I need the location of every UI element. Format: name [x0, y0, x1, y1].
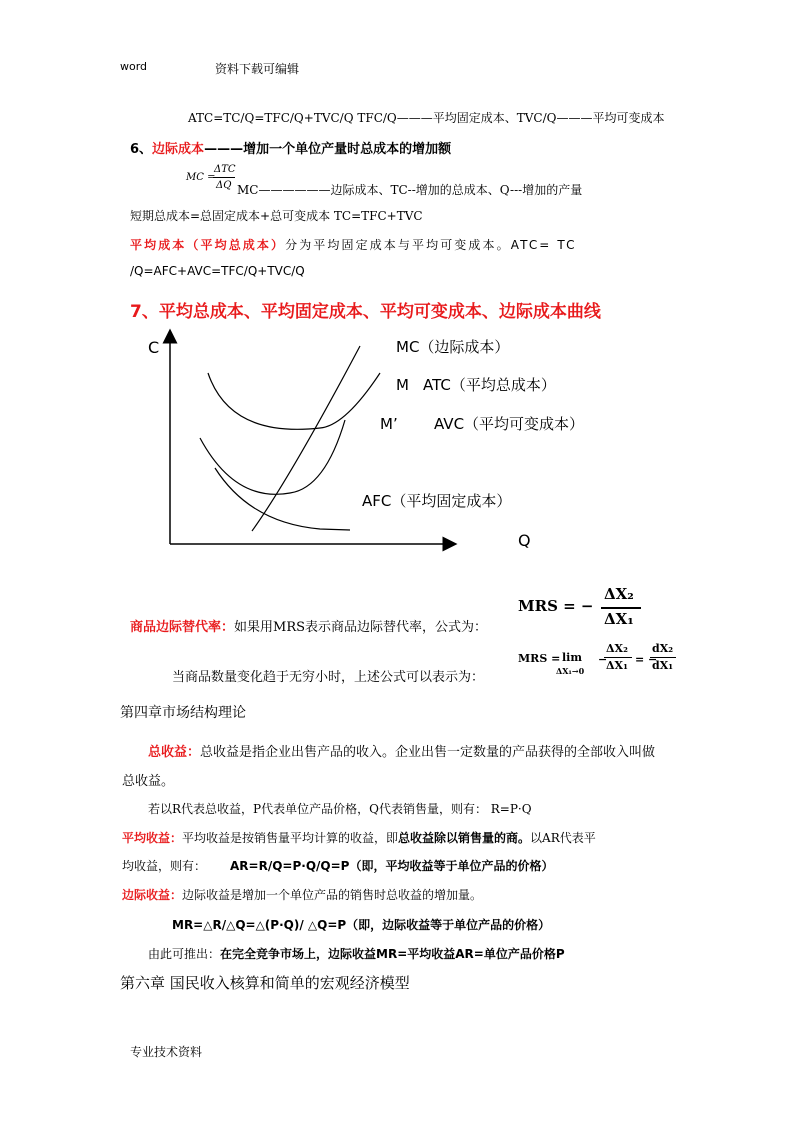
mrs-term: 商品边际替代率：	[130, 620, 235, 635]
mprime-label: M’	[380, 415, 398, 433]
avg-revenue-tail: 以AR代表平	[530, 831, 596, 845]
mrs-f1-lhs: MRS = −	[518, 597, 594, 615]
y-axis-label: C	[148, 338, 160, 357]
footer-text: 专业技术资料	[130, 1045, 203, 1059]
short-run-cost: 短期总成本=总固定成本+总可变成本 TC=TFC+TVC	[130, 209, 423, 223]
mrs-f2-n1: ΔX₂	[606, 642, 628, 655]
total-revenue-line2: 总收益。	[122, 774, 175, 789]
marg-revenue-term: 边际收益：	[122, 888, 183, 902]
mrs-f2-d1: ΔX₁	[606, 659, 628, 672]
marg-revenue-line	[122, 886, 482, 903]
mc-definition: MC——————边际成本、TC--增加的总成本、Q---增加的产量	[237, 183, 583, 197]
tr-formula: 若以R代表总收益，P代表单位产品价格，Q代表销售量，则有： R=P·Q	[148, 802, 532, 816]
marg-revenue-text: 边际收益是增加一个单位产品的销售时总收益的增加量。	[182, 888, 483, 902]
mc-fraction-bar	[213, 177, 235, 178]
atc-curve	[208, 373, 380, 429]
header-right: 资料下载可编辑	[215, 62, 300, 76]
atc-line: ATC=TC/Q=TFC/Q+TVC/Q TFC/Q———平均固定成本、TVC/Q———平均可变成本	[188, 111, 665, 125]
item6-number: 6、	[130, 142, 153, 157]
mrs-f2-n2: dX₂	[652, 642, 674, 655]
avg-revenue-term: 平均收益：	[122, 831, 183, 845]
avg-revenue-formula: AR=R/Q=P·Q/Q=P（即，平均收益等于单位产品的价格）	[230, 859, 554, 873]
mrs-f2-minus1: −	[598, 653, 608, 666]
mrs-formula-2	[518, 641, 678, 681]
mrs-formula-1	[518, 585, 658, 635]
avg-cost-rest: 分为平均固定成本与平均可变成本。ATC= TC	[285, 238, 577, 252]
mrs-f2-equals: = −	[635, 653, 658, 666]
atc-label: ATC（平均总成本）	[423, 376, 556, 394]
avg-cost-line2: /Q=AFC+AVC=TFC/Q+TVC/Q	[130, 264, 305, 278]
avg-revenue-line	[122, 829, 596, 846]
marg-revenue-formula: MR=△R/△Q=△(P·Q)/ △Q=P（即，边际收益等于单位产品的价格）	[172, 918, 551, 932]
chapter6-title: 第六章 国民收入核算和简单的宏观经济模型	[120, 974, 410, 992]
mc-formula-denominator: ΔQ	[216, 180, 232, 191]
mrs-f2-d2: dX₁	[652, 659, 674, 672]
mrs-f1-num: ΔX₂	[604, 585, 634, 603]
m-label: M	[396, 376, 409, 394]
mc-label: MC（边际成本）	[396, 338, 510, 356]
x-axis-label: Q	[518, 531, 531, 550]
avg-revenue-line2	[122, 857, 553, 874]
avg-revenue-line2-text: 均收益，则有：	[122, 859, 207, 873]
mrs-f2-lim: lim	[562, 651, 582, 664]
conclusion-bold: 在完全竞争市场上，边际收益MR=平均收益AR=单位产品价格P	[220, 947, 565, 961]
mrs-f2-bar2	[650, 657, 676, 658]
avg-revenue-bold: 总收益除以销售量的商。	[398, 831, 531, 845]
mc-curve	[252, 346, 360, 531]
total-revenue-text: 总收益是指企业出售产品的收入。企业出售一定数量的产品获得的全部收入叫做	[200, 745, 656, 760]
item6-term: 边际成本	[152, 142, 205, 157]
total-revenue-term: 总收益：	[148, 745, 201, 760]
item6-line	[130, 138, 451, 157]
item6-rest: ———增加一个单位产量时总成本的增加额	[204, 142, 452, 157]
chapter4-title: 第四章市场结构理论	[120, 705, 246, 721]
mrs-f2-bar1	[604, 657, 632, 658]
conclusion-pre: 由此可推出：	[148, 947, 221, 961]
cost-curves-chart	[140, 328, 620, 558]
header-left: word	[120, 60, 148, 73]
afc-curve	[215, 468, 350, 530]
mrs-f1-den: ΔX₁	[604, 610, 634, 628]
mrs-line	[130, 616, 487, 635]
afc-label: AFC（平均固定成本）	[362, 492, 512, 510]
total-revenue-line	[148, 741, 655, 760]
avc-curve	[200, 420, 345, 494]
avc-label: AVC（平均可变成本）	[434, 415, 585, 433]
item7-title: 7、平均总成本、平均固定成本、平均可变成本、边际成本曲线	[130, 302, 601, 322]
avg-cost-line	[130, 236, 577, 253]
mrs-f1-bar	[601, 607, 641, 609]
mrs-f2-lhs: MRS =	[518, 652, 561, 665]
avg-cost-term: 平均成本（平均总成本）	[130, 238, 286, 252]
avg-revenue-text: 平均收益是按销售量平均计算的收益，即	[182, 831, 399, 845]
conclusion-line	[148, 945, 565, 962]
mc-formula-numerator: ΔTC	[214, 164, 236, 175]
mrs-text: 如果用MRS表示商品边际替代率，公式为：	[234, 620, 488, 635]
mc-formula-lhs: MC =	[186, 172, 216, 183]
mrs-limit-text: 当商品数量变化趋于无穷小时，上述公式可以表示为：	[172, 670, 485, 685]
mrs-f2-sub: ΔX₁→0	[556, 666, 585, 676]
